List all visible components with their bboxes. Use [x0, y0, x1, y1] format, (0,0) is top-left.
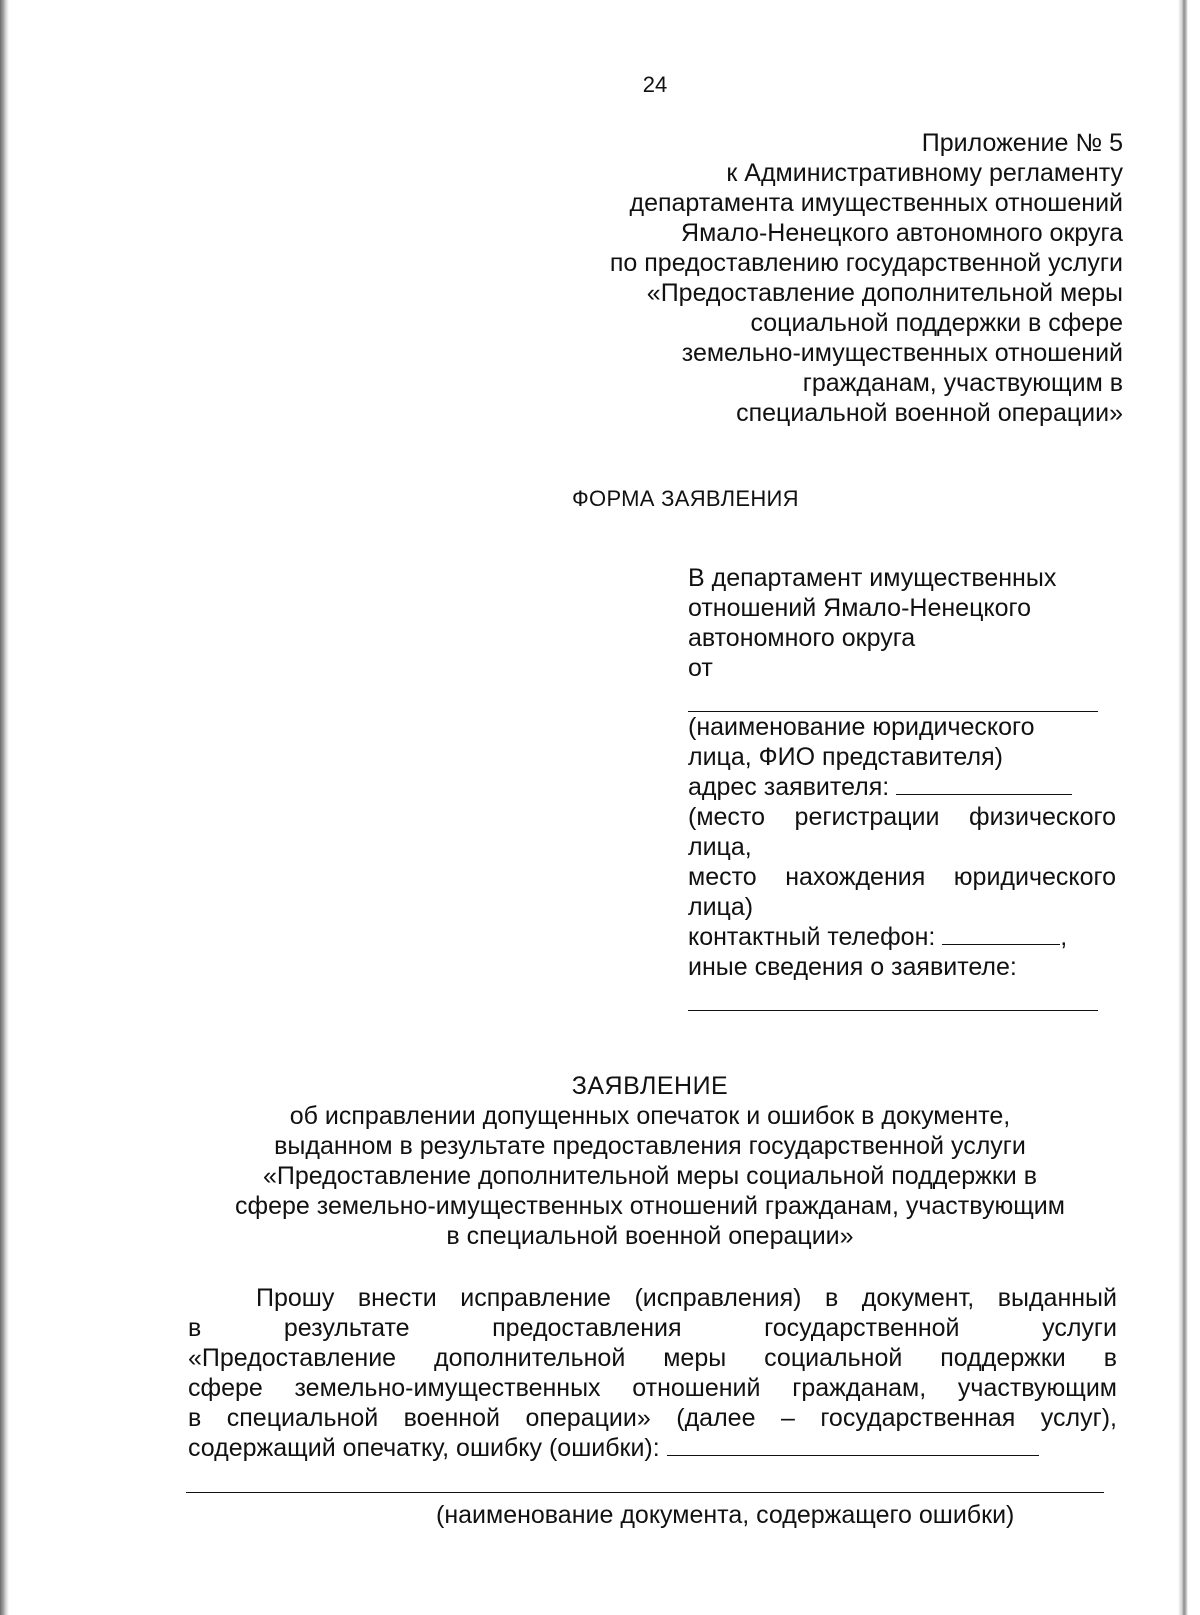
registration-caption: лица,	[688, 833, 752, 861]
paragraph-line: «Предоставление дополнительной меры социальной поддержки в	[188, 1344, 1117, 1372]
phone-suffix: ,	[1060, 923, 1068, 951]
document-name-blank	[186, 1492, 1104, 1493]
appendix-line: Приложение № 5	[921, 129, 1123, 157]
phone-label: контактный телефон:	[688, 923, 936, 951]
appendix-line: гражданам, участвующим в	[802, 369, 1123, 397]
other-info-blank	[688, 982, 1098, 1011]
paragraph-line: Прошу внести исправление (исправления) в документ, выданный	[256, 1284, 1117, 1312]
other-info-label: иные сведения о заявителе:	[688, 953, 1017, 981]
appendix-line: социальной поддержки в сфере	[750, 309, 1123, 337]
addressee-line: автономного округа	[688, 624, 916, 652]
appendix-line: «Предоставление дополнительной меры	[646, 279, 1123, 307]
location-caption: место нахождения юридического	[688, 863, 1116, 891]
registration-caption: (место регистрации физического	[688, 803, 1116, 831]
document-name-caption: (наименование документа, содержащего ошибки)	[436, 1501, 1015, 1529]
paragraph-line: в специальной военной операции» (далее – государственная услуг),	[188, 1404, 1117, 1432]
addressee-block	[688, 563, 1118, 1011]
address-row	[688, 772, 1118, 802]
page-number: 24	[642, 72, 668, 97]
statement-subtitle-line: об исправлении допущенных опечаток и ошибок в документе,	[289, 1102, 1011, 1130]
addressee-line: отношений Ямало-Ненецкого	[688, 594, 1031, 622]
statement-subtitle-line: в специальной военной операции»	[446, 1222, 854, 1250]
request-paragraph	[188, 1283, 1117, 1463]
addressee-line: В департамент имущественных	[688, 564, 1057, 592]
statement-subtitle-line: выданном в результате предоставления государственной услуги	[274, 1132, 1026, 1160]
paragraph-line: в результате предоставления государственной услуги	[188, 1314, 1117, 1342]
statement-title	[150, 1071, 1150, 1251]
appendix-line: специальной военной операции»	[736, 399, 1123, 427]
phone-row	[688, 922, 1118, 952]
address-blank	[896, 772, 1072, 795]
name-caption: (наименование юридического	[688, 713, 1035, 741]
addressee-line: от	[688, 654, 713, 682]
statement-subtitle-line: сфере земельно-имущественных отношений гражданам, участвующим	[235, 1192, 1065, 1220]
appendix-line: Ямало-Ненецкого автономного округа	[681, 219, 1123, 247]
paragraph-last-line	[188, 1433, 1117, 1463]
statement-subtitle-line: «Предоставление дополнительной меры социальной поддержки в	[263, 1162, 1037, 1190]
phone-blank	[942, 922, 1060, 945]
error-doc-label: содержащий опечатку, ошибку (ошибки):	[188, 1434, 660, 1462]
form-title: ФОРМА ЗАЯВЛЕНИЯ	[572, 486, 799, 511]
applicant-name-blank	[688, 683, 1098, 712]
appendix-header	[610, 128, 1123, 428]
appendix-line: к Административному регламенту	[726, 159, 1123, 187]
paragraph-line: сфере земельно-имущественных отношений гражданам, участвующим	[188, 1374, 1117, 1402]
error-doc-blank	[667, 1433, 1039, 1456]
appendix-line: департамента имущественных отношений	[629, 189, 1123, 217]
appendix-line: земельно-имущественных отношений	[681, 339, 1123, 367]
address-label: адрес заявителя:	[688, 773, 890, 801]
name-caption: лица, ФИО представителя)	[688, 743, 1003, 771]
appendix-line: по предоставлению государственной услуги	[609, 249, 1123, 277]
location-caption: лица)	[688, 893, 754, 921]
statement-heading: ЗАЯВЛЕНИЕ	[571, 1072, 729, 1100]
